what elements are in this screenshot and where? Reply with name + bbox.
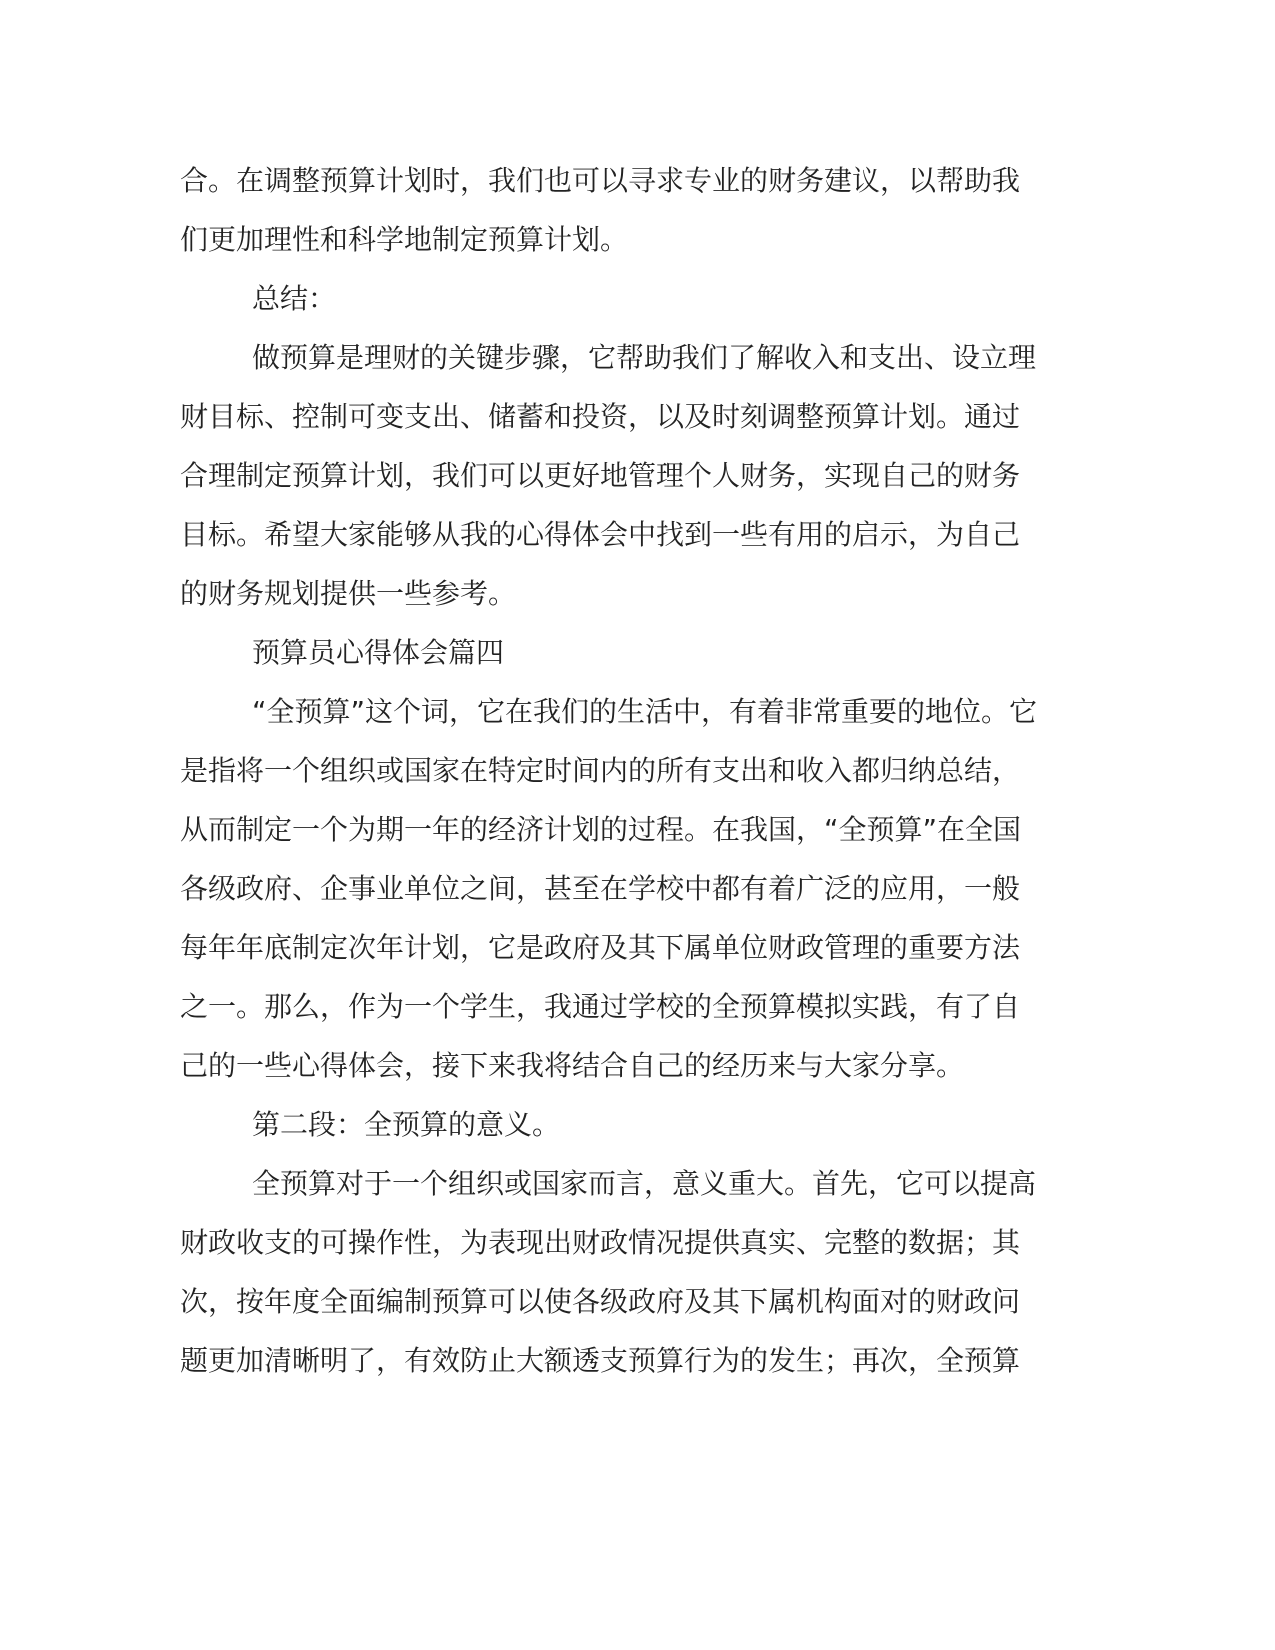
text-line: 之一。那么，作为一个学生，我通过学校的全预算模拟实践，有了自	[180, 990, 1021, 1023]
text-line: 题更加清晰明了，有效防止大额透支预算行为的发生；再次，全预算	[180, 1344, 1021, 1377]
text-line: 次，按年度全面编制预算可以使各级政府及其下属机构面对的财政问	[180, 1285, 1021, 1318]
text-line: 是指将一个组织或国家在特定时间内的所有支出和收入都归纳总结，	[180, 754, 1021, 787]
text-line: 从而制定一个为期一年的经济计划的过程。在我国，“全预算”在全国	[180, 813, 1022, 846]
text-line: 全预算对于一个组织或国家而言，意义重大。首先，它可以提高	[252, 1167, 1037, 1200]
text-line: 做预算是理财的关键步骤，它帮助我们了解收入和支出、设立理	[252, 341, 1037, 374]
text-line: 的财务规划提供一些参考。	[180, 577, 517, 610]
section-heading: 预算员心得体会篇四	[252, 636, 505, 669]
text-line: 财目标、控制可变支出、储蓄和投资，以及时刻调整预算计划。通过	[180, 400, 1021, 433]
text-line: 己的一些心得体会，接下来我将结合自己的经历来与大家分享。	[180, 1049, 965, 1082]
text-line: 合理制定预算计划，我们可以更好地管理个人财务，实现自己的财务	[180, 459, 1021, 492]
text-line: 财政收支的可操作性，为表现出财政情况提供真实、完整的数据；其	[180, 1226, 1021, 1259]
text-line: 合。在调整预算计划时，我们也可以寻求专业的财务建议，以帮助我	[180, 164, 1021, 197]
text-line: 各级政府、企事业单位之间，甚至在学校中都有着广泛的应用，一般	[180, 872, 1021, 905]
text-line: 们更加理性和科学地制定预算计划。	[180, 223, 629, 256]
section-heading: 总结：	[252, 282, 337, 315]
text-line: 每年年底制定次年计划，它是政府及其下属单位财政管理的重要方法	[180, 931, 1021, 964]
section-heading: 第二段：全预算的意义。	[252, 1108, 561, 1141]
text-line: “全预算”这个词，它在我们的生活中，有着非常重要的地位。它	[252, 695, 1038, 728]
text-line: 目标。希望大家能够从我的心得体会中找到一些有用的启示，为自己	[180, 518, 1021, 551]
